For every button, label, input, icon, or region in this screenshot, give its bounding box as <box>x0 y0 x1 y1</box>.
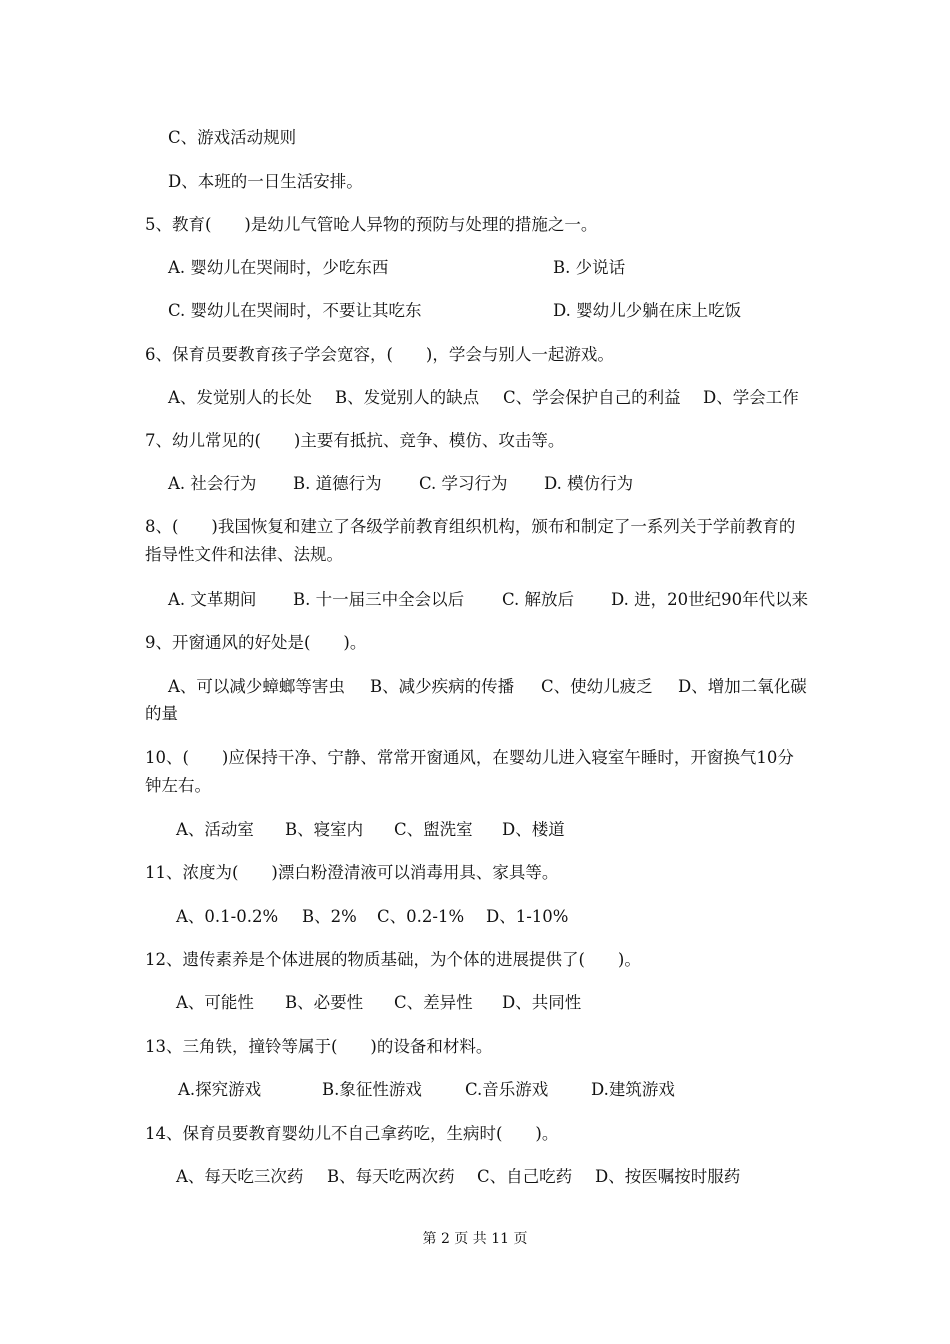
q11-option-d: D、1-10% <box>486 907 569 926</box>
q6-option-d: D、学会工作 <box>703 388 799 407</box>
question-12: 12、遗传素养是个体进展的物质基础，为个体的进展提供了( )。 <box>145 950 641 969</box>
q12-option-c: C、差异性 <box>394 993 473 1012</box>
q14-option-d: D、按医嘱按时服药 <box>595 1167 741 1186</box>
q5-option-c: C. 婴幼儿在哭闹时，不要让其吃东 <box>168 301 422 320</box>
question-5: 5、教育( )是幼儿气管呛人异物的预防与处理的措施之一。 <box>145 215 598 234</box>
q9-option-c: C、使幼儿疲乏 <box>541 677 653 696</box>
q11-option-c: C、0.2-1% <box>377 907 465 926</box>
q7-option-a: A. 社会行为 <box>168 474 257 493</box>
q12-option-d: D、共同性 <box>502 993 582 1012</box>
q13-option-c: C.音乐游戏 <box>465 1080 549 1099</box>
q5-option-a: A. 婴幼儿在哭闹时，少吃东西 <box>168 258 389 277</box>
question-8-cont: 指导性文件和法律、法规。 <box>145 545 343 564</box>
question-9: 9、开窗通风的好处是( )。 <box>145 633 367 652</box>
question-10-cont: 钟左右。 <box>145 776 211 795</box>
q9-option-d: D、增加二氧化碳 <box>678 677 807 696</box>
q6-option-a: A、发觉别人的长处 <box>168 388 312 407</box>
page-footer: 第 2 页 共 11 页 <box>422 1231 528 1247</box>
q10-option-b: B、寝室内 <box>285 820 364 839</box>
q7-option-d: D. 模仿行为 <box>544 474 634 493</box>
q9-option-b: B、减少疾病的传播 <box>370 677 515 696</box>
q14-option-a: A、每天吃三次药 <box>176 1167 304 1186</box>
q5-option-b: B. 少说话 <box>553 258 626 277</box>
q7-option-c: C. 学习行为 <box>419 474 508 493</box>
question-6: 6、保育员要教育孩子学会宽容，( )，学会与别人一起游戏。 <box>145 345 614 364</box>
question-7: 7、幼儿常见的( )主要有抵抗、竞争、模仿、攻击等。 <box>145 431 565 450</box>
q6-option-c: C、学会保护自己的利益 <box>503 388 681 407</box>
q13-option-a: A.探究游戏 <box>178 1080 262 1099</box>
q13-option-b: B.象征性游戏 <box>322 1080 422 1099</box>
question-14: 14、保育员要教育婴幼儿不自己拿药吃，生病时( )。 <box>145 1124 559 1143</box>
q7-option-b: B. 道德行为 <box>293 474 382 493</box>
option-d-line: D、本班的一日生活安排。 <box>168 172 363 191</box>
question-10: 10、( )应保持干净、宁静、常常开窗通风，在婴幼儿进入寝室午睡时，开窗换气10分 <box>145 748 794 767</box>
question-11: 11、浓度为( )漂白粉澄清液可以消毒用具、家具等。 <box>145 863 559 882</box>
q11-option-b: B、2% <box>302 907 357 926</box>
q12-option-b: B、必要性 <box>285 993 364 1012</box>
q8-option-b: B. 十一届三中全会以后 <box>293 590 465 609</box>
question-8: 8、( )我国恢复和建立了各级学前教育组织机构，颁布和制定了一系列关于学前教育的 <box>145 517 796 536</box>
q9-option-a: A、可以减少蟑螂等害虫 <box>168 677 345 696</box>
q6-option-b: B、发觉别人的缺点 <box>335 388 480 407</box>
q5-option-d: D. 婴幼儿少躺在床上吃饭 <box>553 301 742 320</box>
q13-option-d: D.建筑游戏 <box>591 1080 675 1099</box>
q12-option-a: A、可能性 <box>176 993 254 1012</box>
q10-option-d: D、楼道 <box>502 820 565 839</box>
q8-option-a: A. 文革期间 <box>168 590 257 609</box>
q9-option-d-cont: 的量 <box>145 704 178 723</box>
q10-option-a: A、活动室 <box>176 820 254 839</box>
q8-option-c: C. 解放后 <box>502 590 575 609</box>
q10-option-c: C、盥洗室 <box>394 820 473 839</box>
question-13: 13、三角铁，撞铃等属于( )的设备和材料。 <box>145 1037 493 1056</box>
q14-option-b: B、每天吃两次药 <box>327 1167 455 1186</box>
option-c-line: C、游戏活动规则 <box>168 128 297 147</box>
q8-option-d: D. 进，20世纪90年代以来 <box>611 590 809 609</box>
q11-option-a: A、0.1-0.2% <box>176 907 279 926</box>
q14-option-c: C、自己吃药 <box>477 1167 573 1186</box>
